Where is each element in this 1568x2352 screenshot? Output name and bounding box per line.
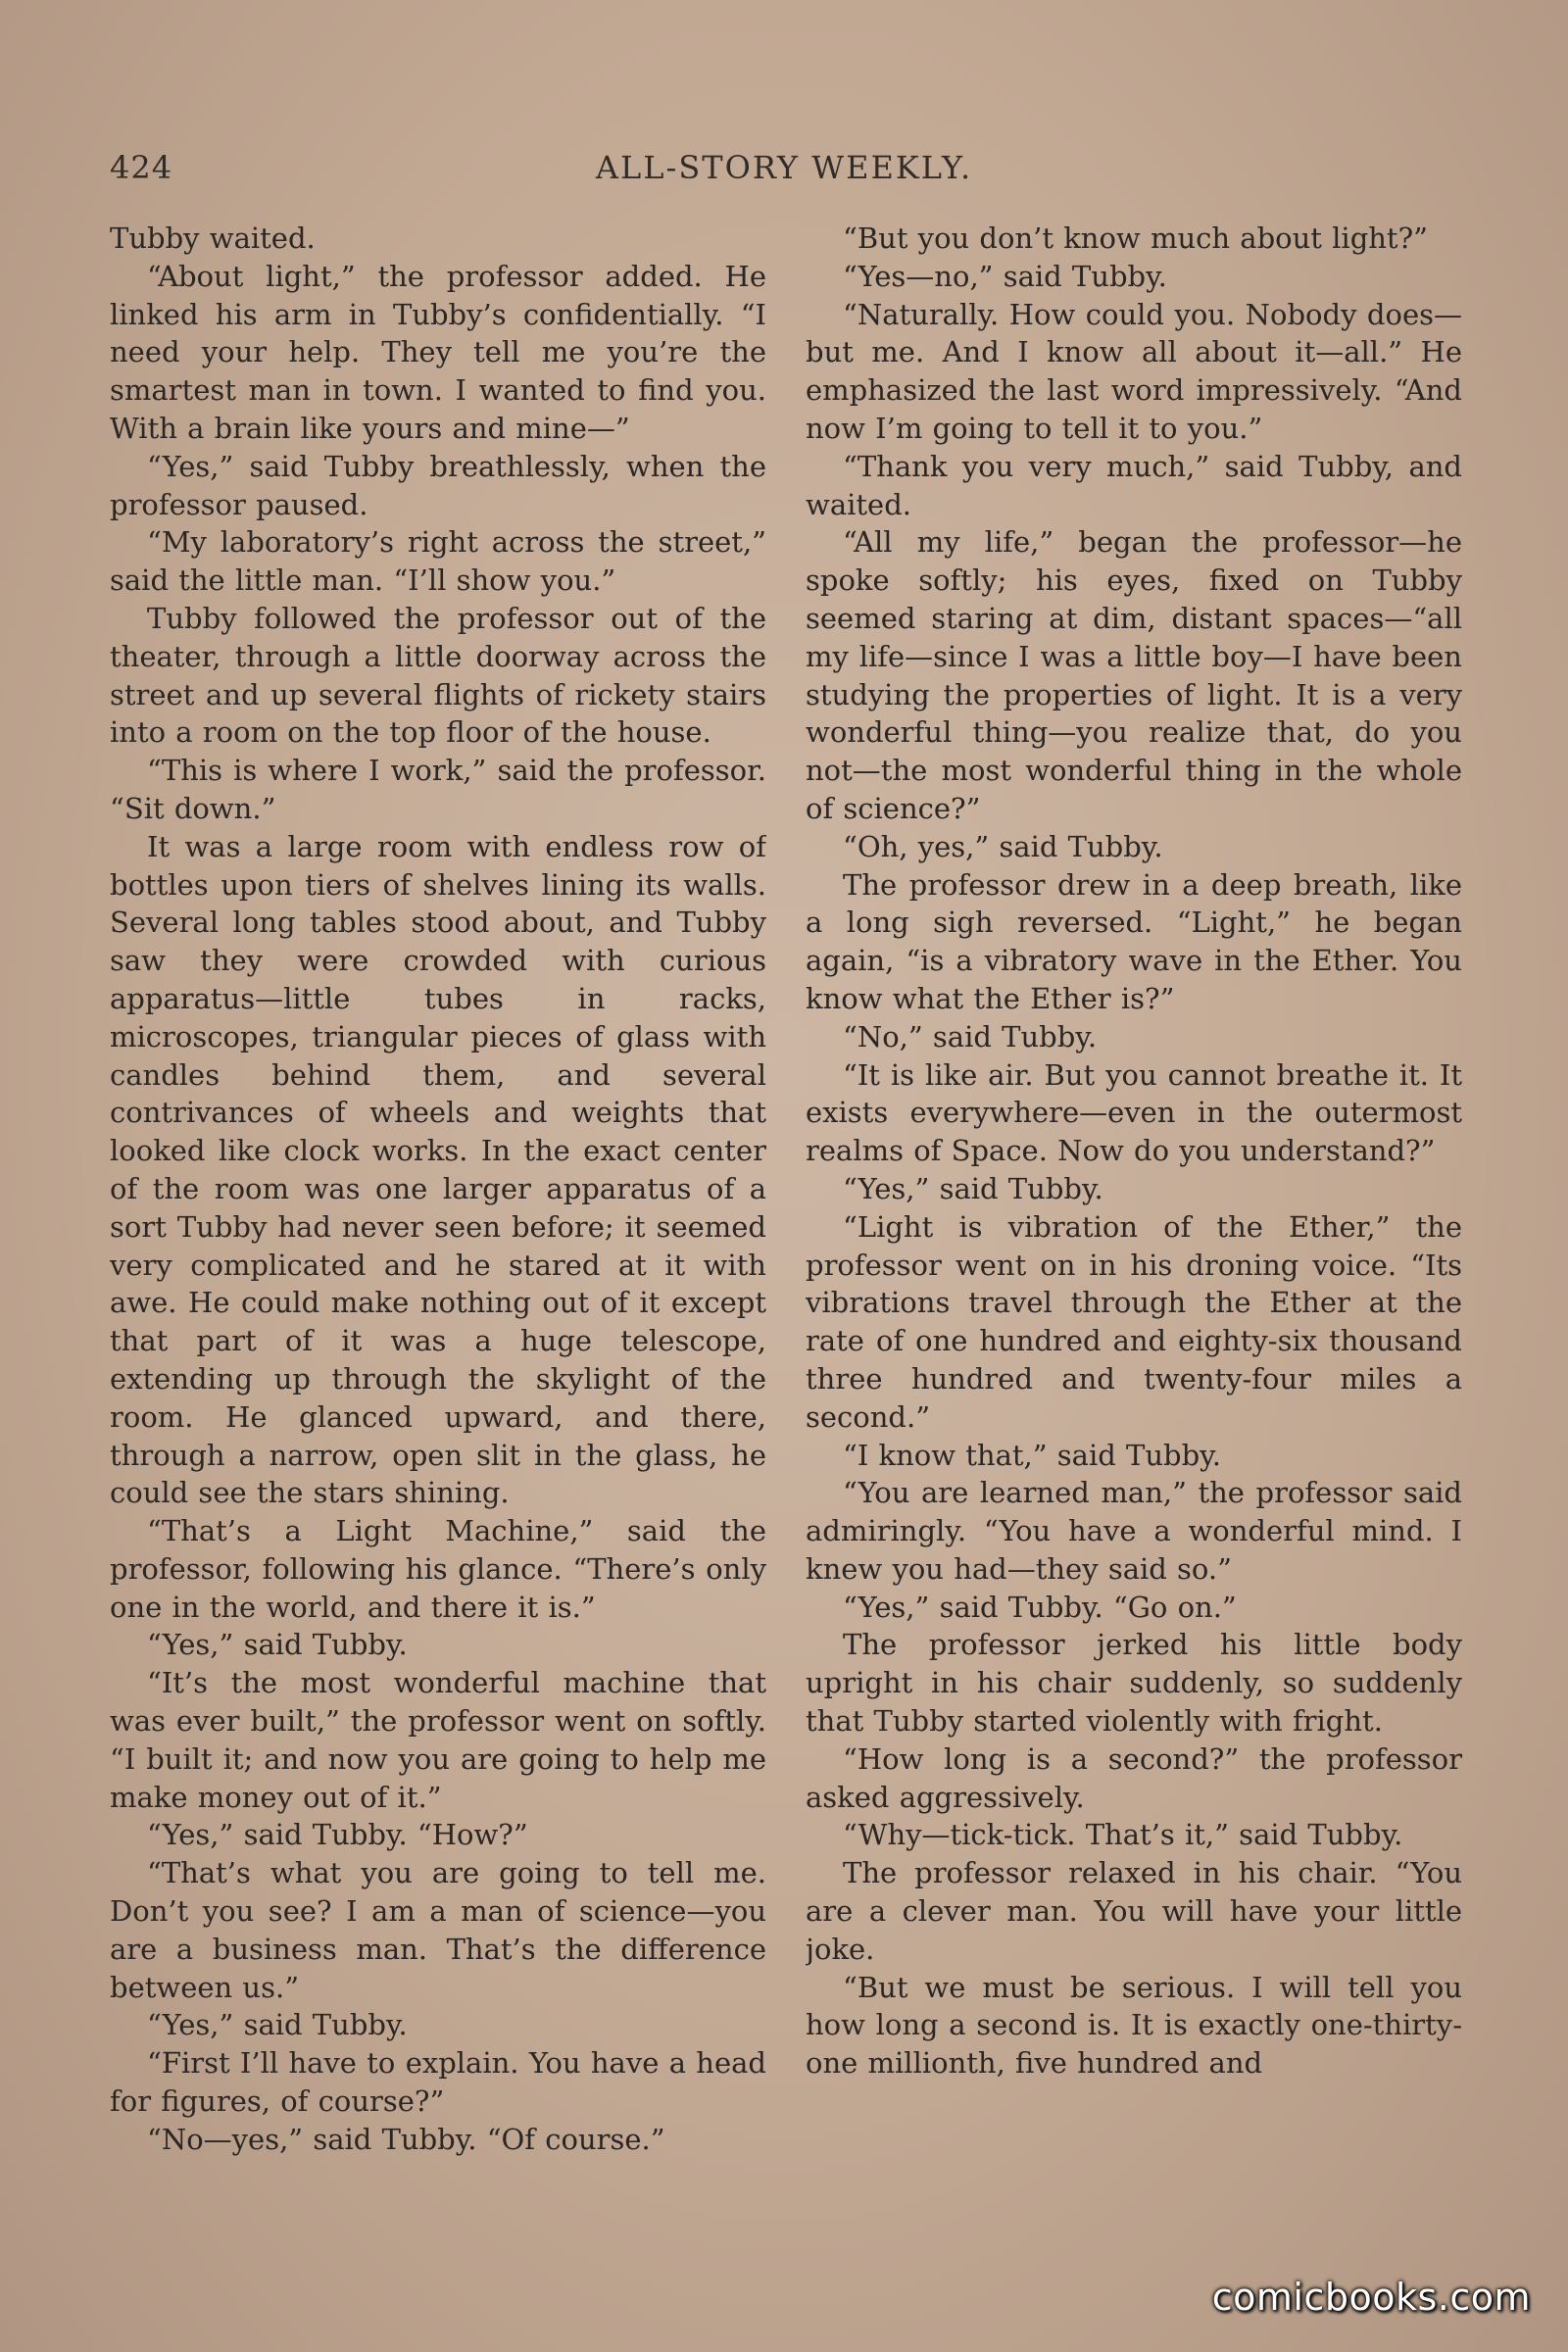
paragraph: “I know that,” said Tubby. (843, 1438, 1221, 1472)
paragraph: The professor drew in a deep breath, like a long sigh reversed. “Light,” he began again, “is a vibratory wave in the Ether. You know what the Ether is?” (806, 867, 1462, 1015)
paragraph: “Oh, yes,” said Tubby. (843, 829, 1163, 863)
paragraph: “First I’ll have to explain. You have a head for figures, of course?” (110, 2046, 766, 2119)
paragraph: “About light,” the professor added. He linked his arm in Tubby’s confidentially. “I need your help. They tell me you’re the smartest man in town. I wanted to find you. With a brain like yours and mine—” (110, 259, 766, 445)
paragraph: It was a large room with endless row of bottles upon tiers of shelves lining its walls. Several long tables stood about, and Tubby saw they were crowded with curious apparatus—little tubes in racks, microscopes, triangular pieces of glass with candles behind them, and several contrivances of wheels and weights that looked like clock works. In the exact center of the room was one larger apparatus of a sort Tubby had never seen before; it seemed very complicated and he stared at it with awe. He could make nothing out of it except that part of it was a huge telescope, extending up through the skylight of the room. He glanced upward, and there, through a narrow, open slit in the glass, he could see the stars shining. (110, 829, 766, 1510)
paragraph: “But we must be serious. I will tell you how long a second is. It is exactly one-thirty-one millionth, five hundred and (806, 1970, 1462, 2081)
running-head: ALL-STORY WEEKLY. (595, 149, 973, 186)
paragraph: “That’s what you are going to tell me. Don’t you see? I am a man of science—you are a business man. That’s the difference between us.” (110, 1856, 766, 2004)
paragraph: The professor relaxed in his chair. “You are a clever man. You will have your little joke. (806, 1856, 1462, 1966)
right-text-column (806, 220, 1462, 2258)
paragraph: “Why—tick-tick. That’s it,” said Tubby. (843, 1818, 1403, 1852)
paragraph: “Yes,” said Tubby. “How?” (147, 1818, 528, 1852)
page-header (110, 149, 1458, 198)
paragraph: “Thank you very much,” said Tubby, and waited. (806, 449, 1462, 521)
paragraph: “Yes,” said Tubby. (147, 1628, 408, 1662)
paragraph: “Yes,” said Tubby. (147, 2008, 408, 2042)
paragraph: “It is like air. But you cannot breathe it. It exists everywhere—even in the outermost realms of Space. Now do you understand?” (806, 1057, 1462, 1168)
paragraph: “You are learned man,” the professor said admiringly. “You have a wonderful mind. I knew you had—they said so.” (806, 1476, 1462, 1586)
paragraph: “It’s the most wonderful machine that was ever built,” the professor went on softly. “I built it; and now you are going to help me make money out of it.” (110, 1666, 766, 1814)
paragraph: “Yes—no,” said Tubby. (843, 259, 1167, 293)
paragraph: “But you don’t know much about light?” (843, 221, 1428, 255)
paragraph: “Light is vibration of the Ether,” the professor went on in his droning voice. “Its vibrations travel through the Ether at the rate of one hundred and eighty-six thousand three hundred and twenty-four miles a second.” (806, 1209, 1462, 1434)
paragraph: “That’s a Light Machine,” said the professor, following his glance. “There’s only one in the world, and there it is.” (110, 1514, 766, 1624)
paragraph: “Yes,” said Tubby. “Go on.” (843, 1590, 1237, 1624)
page-number: 424 (110, 149, 173, 186)
paragraph: Tubby followed the professor out of the theater, through a little doorway across the street and up several flights of rickety stairs into a room on the top floor of the house. (110, 601, 766, 750)
left-text-column (110, 220, 766, 2258)
paragraph: “No—yes,” said Tubby. “Of course.” (147, 2122, 665, 2156)
paragraph: “All my life,” began the professor—he spoke softly; his eyes, fixed on Tubby seemed staring at dim, distant spaces—“all my life—since I was a little boy—I have been studying the properties of light. It is a very wonderful thing—you realize that, do you not—the most wonderful thing in the whole of science?” (806, 525, 1462, 825)
paragraph: “How long is a second?” the professor asked aggressively. (806, 1741, 1462, 1814)
paragraph: “Yes,” said Tubby. (843, 1171, 1103, 1205)
paragraph: “Naturally. How could you. Nobody does—but me. And I know all about it—all.” He emphasized the last word impressively. “And now I’m going to tell it to you.” (806, 297, 1462, 445)
paragraph: “This is where I work,” said the professor. “Sit down.” (110, 754, 766, 825)
paragraph: “My laboratory’s right across the street,” said the little man. “I’ll show you.” (110, 525, 766, 598)
paragraph: “Yes,” said Tubby breathlessly, when the professor paused. (110, 449, 766, 521)
watermark-logo: comicbooks.com (1211, 2276, 1531, 2319)
paragraph: Tubby waited. (110, 221, 316, 255)
paragraph: “No,” said Tubby. (843, 1019, 1098, 1054)
paragraph: The professor jerked his little body upright in his chair suddenly, so suddenly that Tubby started violently with fright. (806, 1628, 1462, 1739)
